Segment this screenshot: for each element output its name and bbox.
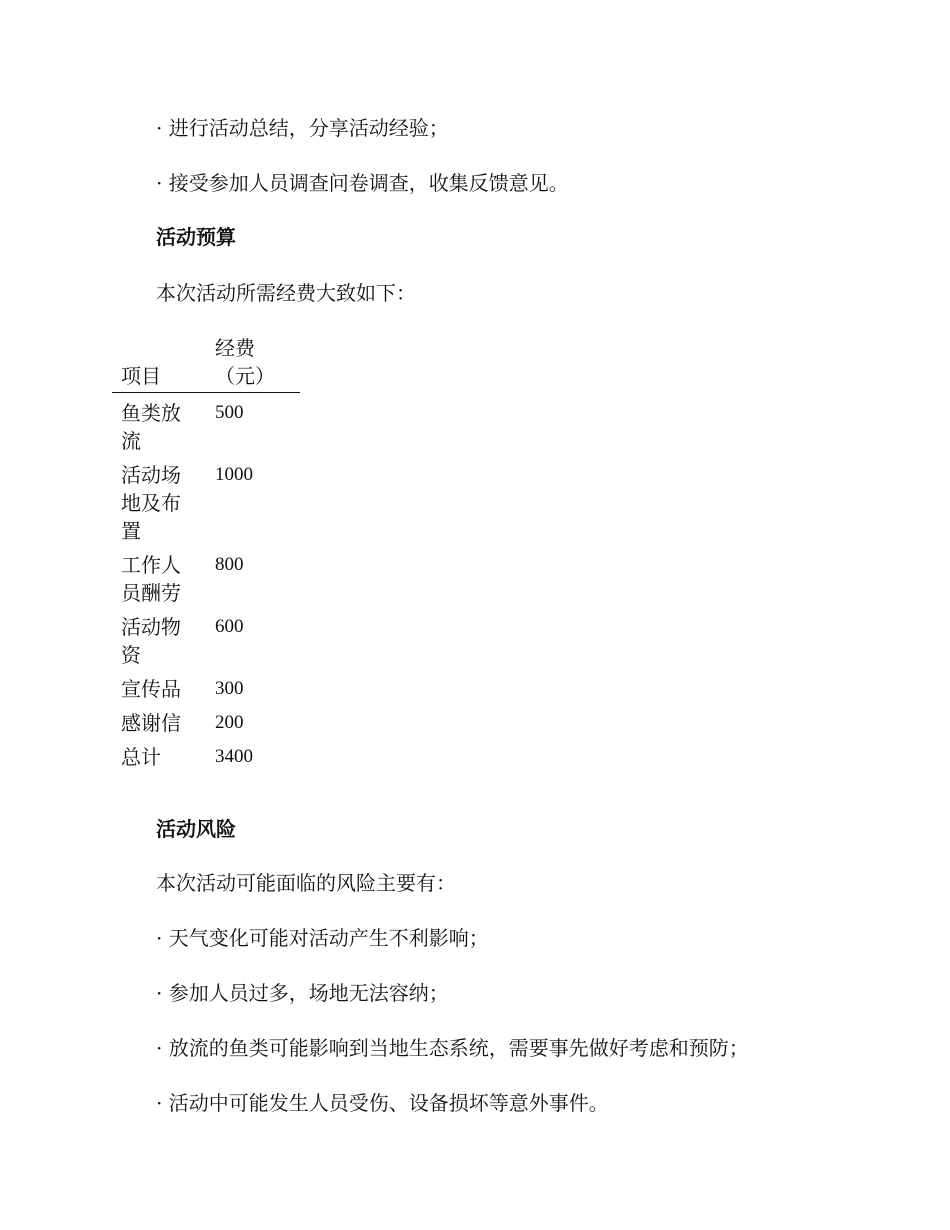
table-cell-cost: 1000 xyxy=(215,464,253,485)
table-cell-cost: 300 xyxy=(215,678,244,699)
risk-bullet-accidents: · 活动中可能发生人员受伤、设备损坏等意外事件。 xyxy=(156,1091,609,1115)
table-cell-item: 活动场地及布置 xyxy=(121,463,181,543)
table-cell-cost: 600 xyxy=(215,616,244,637)
risk-heading: 活动风险 xyxy=(156,817,236,841)
table-cell-cost: 3400 xyxy=(215,746,253,767)
budget-table xyxy=(112,334,300,771)
table-cell-item: 宣传品 xyxy=(121,677,181,701)
risk-bullet-capacity: · 参加人员过多，场地无法容纳； xyxy=(156,981,449,1005)
risk-intro: 本次活动可能面临的风险主要有： xyxy=(156,871,456,895)
table-cell-cost: 500 xyxy=(215,402,244,423)
table-row xyxy=(112,393,300,456)
bullet-activity-summary: · 进行活动总结，分享活动经验； xyxy=(156,116,449,140)
table-cell-cost: 800 xyxy=(215,554,244,575)
budget-table-header-row xyxy=(112,334,300,393)
table-cell-item: 感谢信 xyxy=(121,711,181,735)
table-cell-item: 工作人员酬劳 xyxy=(121,553,181,605)
risk-bullet-ecology: · 放流的鱼类可能影响到当地生态系统，需要事先做好考虑和预防； xyxy=(156,1036,749,1060)
table-row xyxy=(112,455,300,545)
table-row xyxy=(112,669,300,703)
bullet-feedback-survey: · 接受参加人员调查问卷调查，收集反馈意见。 xyxy=(156,171,569,195)
table-cell-item: 总计 xyxy=(121,745,161,769)
budget-intro: 本次活动所需经费大致如下： xyxy=(156,281,416,305)
table-header-item: 项目 xyxy=(112,334,215,393)
table-cell-item: 鱼类放流 xyxy=(121,401,181,453)
table-row xyxy=(112,607,300,669)
budget-heading: 活动预算 xyxy=(156,225,236,249)
risk-bullet-weather: · 天气变化可能对活动产生不利影响； xyxy=(156,926,489,950)
table-cell-item: 活动物资 xyxy=(121,615,181,667)
table-cell-cost: 200 xyxy=(215,712,244,733)
table-row-total xyxy=(112,737,300,771)
table-row xyxy=(112,703,300,737)
table-header-cost: 经费（元） xyxy=(215,334,300,393)
table-row xyxy=(112,545,300,607)
